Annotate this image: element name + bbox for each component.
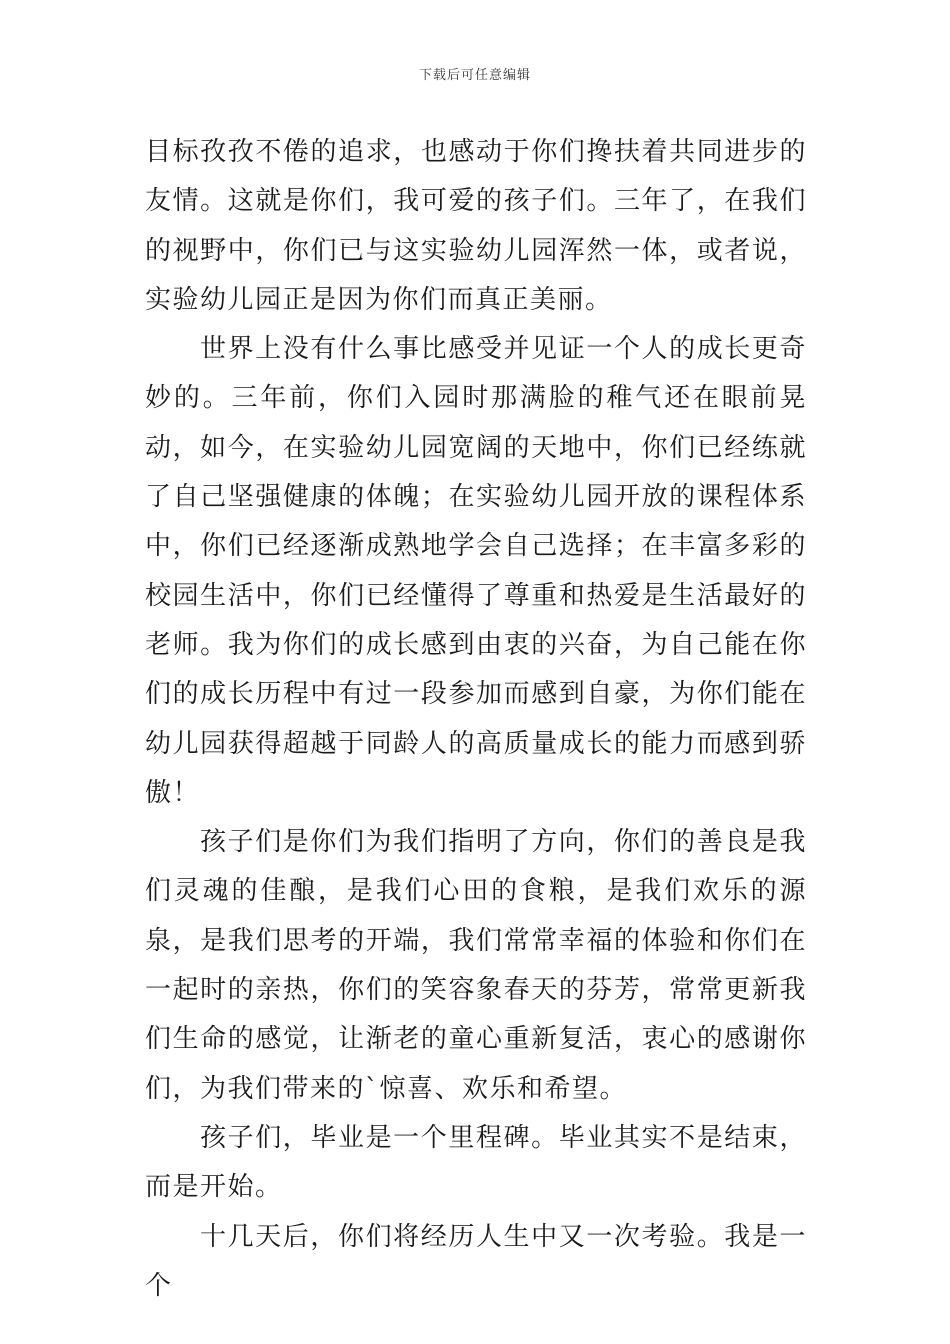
page-header: 下载后可任意编辑 bbox=[418, 68, 531, 83]
paragraph-1: 目标孜孜不倦的追求，也感动于你们搀扶着共同进步的友情。这就是你们，我可爱的孩子们。三年了，在我们的视野中，你们已与这实验幼儿园浑然一体，或者说，实验幼儿园正是因为你们而真正美丽。 bbox=[145, 137, 807, 315]
paragraph-2: 世界上没有什么事比感受并见证一个人的成长更奇妙的。三年前，你们入园时那满脸的稚气还在眼前晃动，如今，在实验幼儿园宽阔的天地中，你们已经练就了自己坚强健康的体魄；在实验幼儿园开放的课程体系中，你们已经逐渐成熟地学会自己选择；在丰富多彩的校园生活中，你们已经懂得了尊重和热爱是生活最好的老师。我为你们的成长感到由衷的兴奋，为自己能在你们的成长历程中有过一段参加而感到自豪，为你们能在幼儿园获得超越于同龄人的高质量成长的能力而感到骄傲！ bbox=[145, 334, 807, 808]
paragraph-4: 孩子们，毕业是一个里程碑。毕业其实不是结束，而是开始。 bbox=[145, 1122, 807, 1203]
paragraph-3: 孩子们是你们为我们指明了方向，你们的善良是我们灵魂的佳酿，是我们心田的食粮，是我们欢乐的源泉，是我们思考的开端，我们常常幸福的体验和你们在一起时的亲热，你们的笑容象春天的芬芳，常常更新我们生命的感觉，让渐老的童心重新复活，衷心的感谢你们，为我们带来的`惊喜、欢乐和希望。 bbox=[145, 827, 807, 1104]
body-text bbox=[145, 128, 807, 1311]
paragraph-5: 十几天后，你们将经历人生中又一次考验。我是一个 bbox=[145, 1221, 807, 1301]
